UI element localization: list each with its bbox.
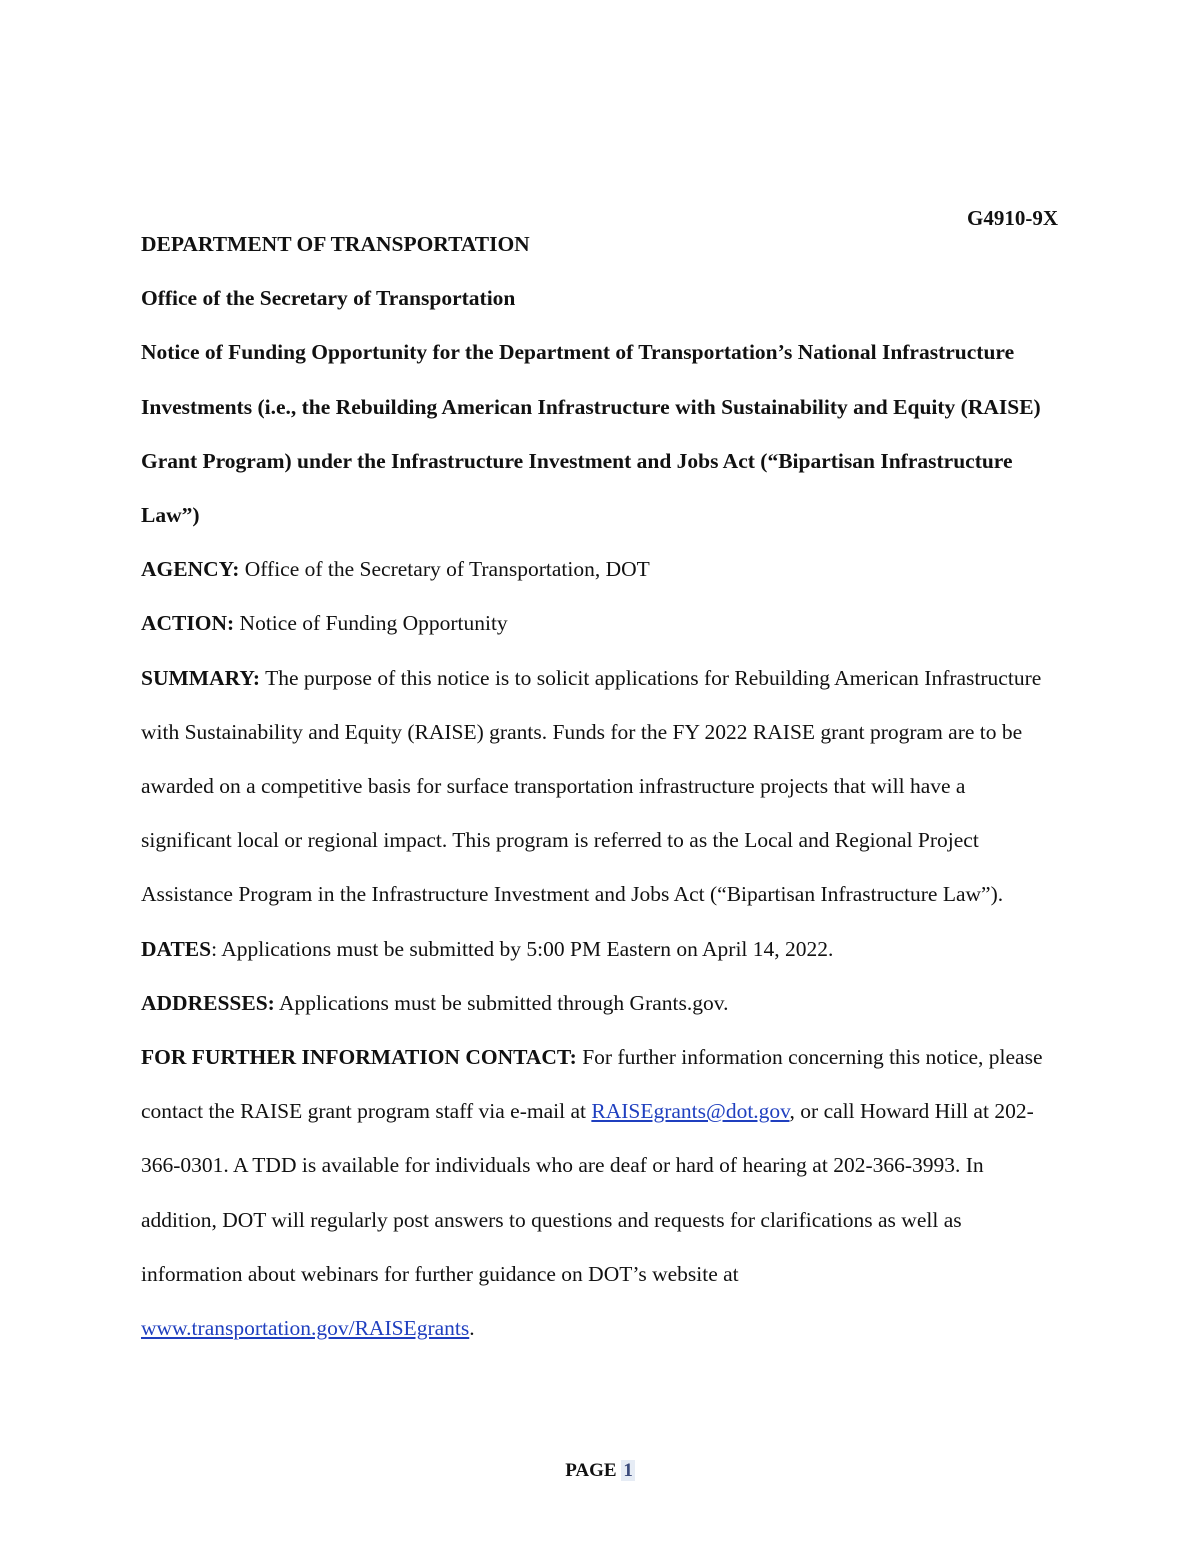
summary-text: The purpose of this notice is to solicit applications for Rebuilding American Infrastructure with Sustainability and Equity (RAISE) grants. Funds for the FY 2022 RAISE grant program are to be awarded on a competitive basis for surface transportation infrastructure projects that will have a significant local or regional impact. This program is referred to as the Local and Regional Project Assistance Program in the Infrastructure Investment and Jobs Act (“Bipartisan Infrastructure Law”). <box>141 665 1042 907</box>
notice-title: Notice of Funding Opportunity for the Department of Transportation’s National Infrastructure Investments (i.e., the Rebuilding American Infrastructure with Sustainability and Equity (RAISE) Grant Program) under the Infrastructure Investment and Jobs Act (“Bipartisan Infrastructure Law”) <box>141 340 1041 528</box>
document-body <box>141 217 1061 1355</box>
contact-text-intro: For further information concerning this notice, please contact the RAISE grant program staff via e-mail at <box>141 1045 1043 1124</box>
action-section <box>141 596 1061 650</box>
contact-section <box>141 1030 1061 1355</box>
contact-text-end: . <box>469 1316 475 1341</box>
page-footer <box>0 1458 1200 1484</box>
agency-text: Office of the Secretary of Transportation, DOT <box>239 557 650 582</box>
addresses-section <box>141 976 1061 1030</box>
dates-label: DATES <box>141 936 212 961</box>
addresses-text: Applications must be submitted through Grants.gov. <box>274 990 729 1015</box>
action-text: Notice of Funding Opportunity <box>234 611 508 636</box>
website-link[interactable]: www.transportation.gov/RAISEgrants <box>141 1316 470 1341</box>
department-heading: DEPARTMENT OF TRANSPORTATION <box>141 232 530 256</box>
contact-text-details: , or call Howard Hill at 202-366-0301. A TDD is available for individuals who are deaf or hard of hearing at 202-366-3993. In addition, DOT will regularly post answers to questions and requests for clarifications as well as information about webinars for further guidance on DOT’s website at <box>141 1099 1034 1286</box>
summary-label: SUMMARY: <box>141 665 261 690</box>
dates-section <box>141 922 1061 976</box>
dates-text: : Applications must be submitted by 5:00 PM Eastern on April 14, 2022. <box>211 936 834 961</box>
page-label: PAGE <box>565 1460 622 1481</box>
office-heading: Office of the Secretary of Transportation <box>141 286 516 311</box>
action-label: ACTION: <box>141 611 235 636</box>
email-link[interactable]: RAISEgrants@dot.gov <box>591 1099 790 1124</box>
agency-label: AGENCY: <box>141 557 240 582</box>
contact-label: FOR FURTHER INFORMATION CONTACT: <box>141 1045 577 1070</box>
page-number: 1 <box>623 1460 633 1481</box>
addresses-label: ADDRESSES: <box>141 990 275 1015</box>
agency-section <box>141 542 1061 596</box>
document-code: G4910-9X <box>967 206 1058 230</box>
summary-section <box>141 651 1061 922</box>
